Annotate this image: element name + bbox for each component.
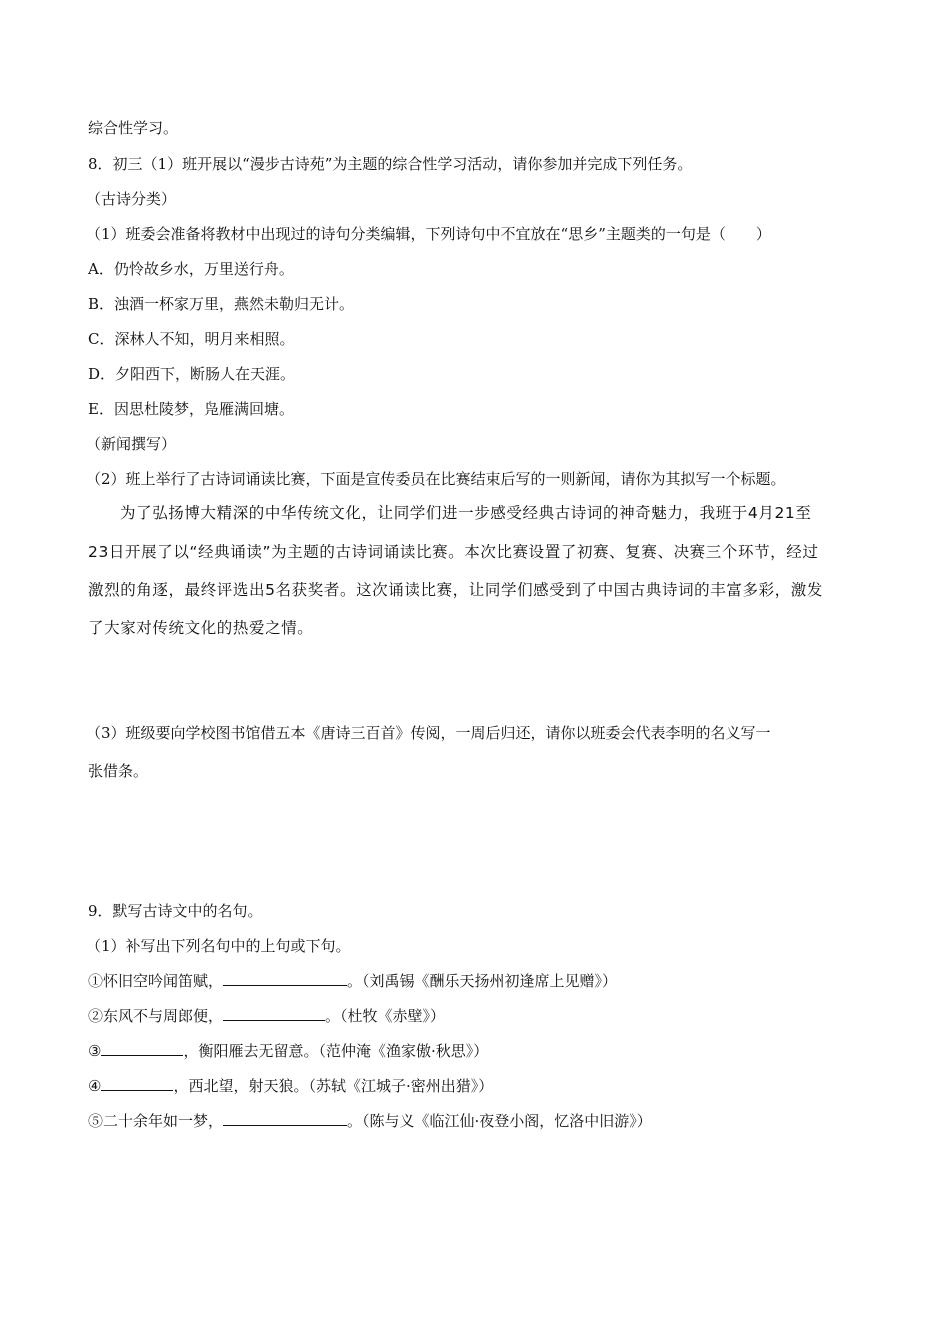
q9-title: 9．默写古诗文中的名句。	[88, 902, 263, 920]
news-line-2: 23日开展了以“经典诵读”为主题的古诗词诵读比赛。本次比赛设置了初赛、复赛、决赛三个环节，经过	[88, 543, 819, 561]
q8-sub3-line1: （3）班级要向学校图书馆借五本《唐诗三百首》传阅，一周后归还，请你以班委会代表李明的名义写一	[86, 724, 771, 742]
answer-blank-4[interactable]	[101, 1076, 173, 1091]
news-line-4: 了大家对传统文化的热爱之情。	[88, 619, 314, 637]
option-a: A．仍怜故乡水，万里送行舟。	[88, 260, 294, 278]
option-b: B．浊酒一杯家万里，燕然未勒归无计。	[88, 295, 355, 313]
q8-section-news: （新闻撰写）	[86, 435, 177, 453]
news-line-1: 为了弘扬博大精深的中华传统文化，让同学们进一步感受经典古诗词的神奇魅力，我班于4月21至	[120, 504, 812, 522]
q8-title: 8．初三（1）班开展以“漫步古诗苑”为主题的综合性学习活动，请你参加并完成下列任务。	[88, 155, 693, 173]
fill-item-3: ③ ，衡阳雁去无留意。（范仲淹《渔家傲·秋思》）	[88, 1042, 489, 1060]
intro-line: 综合性学习。	[88, 119, 179, 137]
fill-item-4: ④ ，西北望，射天狼。（苏轼《江城子·密州出猎》）	[88, 1077, 494, 1095]
option-d: D．夕阳西下，断肠人在天涯。	[88, 365, 296, 383]
option-c: C．深林人不知，明月来相照。	[88, 330, 295, 348]
news-line-3: 激烈的角逐，最终评选出5名获奖者。这次诵读比赛，让同学们感受到了中国古典诗词的丰富多彩，激发	[88, 581, 823, 599]
fill-item-5: ⑤二十余年如一梦， 。（陈与义《临江仙·夜登小阁，忆洛中旧游》）	[88, 1112, 652, 1130]
answer-blank-1[interactable]	[223, 971, 347, 986]
answer-blank-5[interactable]	[223, 1111, 347, 1126]
fill-item-1: ①怀旧空吟闻笛赋， 。（刘禹锡《酬乐天扬州初逢席上见赠》）	[88, 972, 618, 990]
answer-blank-2[interactable]	[223, 1006, 325, 1021]
answer-blank-3[interactable]	[101, 1041, 183, 1056]
q8-sub2: （2）班上举行了古诗词诵读比赛，下面是宣传委员在比赛结束后写的一则新闻，请你为其拟写一个标题。	[86, 470, 786, 488]
option-e: E．因思杜陵梦，凫雁满回塘。	[88, 400, 294, 418]
q8-section-classify: （古诗分类）	[86, 190, 177, 208]
q9-sub1: （1）补写出下列名句中的上句或下句。	[86, 937, 351, 955]
fill-item-2: ②东风不与周郎便， 。（杜牧《赤壁》）	[88, 1007, 446, 1025]
q8-sub3-line2: 张借条。	[88, 762, 149, 780]
q8-sub1: （1）班委会准备将教材中出现过的诗句分类编辑，下列诗句中不宜放在“思乡”主题类的一句是（ ）	[86, 225, 771, 243]
